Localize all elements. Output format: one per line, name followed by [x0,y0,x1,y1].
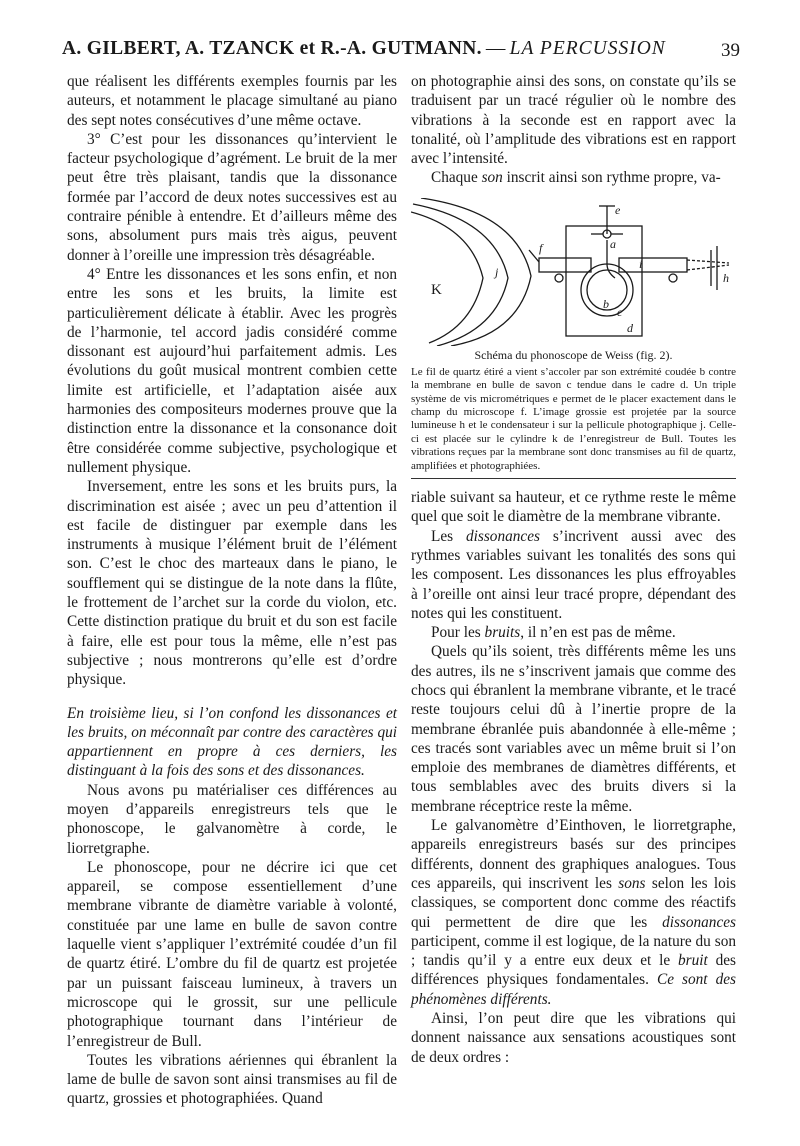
page-number: 39 [721,40,740,61]
light-beam-top [687,260,729,263]
film-arc-outer [411,212,483,343]
header-authors: A. GILBERT, A. TZANCK et R.-A. GUTMANN. [62,38,482,59]
paragraph: on photographie ainsi des sons, on constate qu’ils se traduisent par un tracé régulier où le nombre des vibrations à la seconde est en rapport avec la tonalité, où l’amplitude des vibrations est en rapport avec l’intensité. [411,73,736,168]
label-f: f [539,240,543,255]
membrane-frame [566,226,642,336]
running-title [62,38,666,60]
lens-right [669,274,677,282]
film-arc-middle [413,204,508,346]
microscope-tube [539,258,591,272]
left-column [67,72,397,1109]
italic-paragraph: En troisième lieu, si l’on confond les dissonances et les bruits, on méconnaît par contre des caractères qui appartiennent en propre à ces derniers, les distinguant à la fois des sons et des dissonances. [67,704,397,780]
paragraph: Le galvanomètre d’Einthoven, le liorretgraphe, appareils enregistreurs basés sur des principes différents, donnent des graphiques analogues. Tous ces appareils, qui inscrivent les sons selon les lois classiques, se comportent donc comme des réactifs qui permettent de dire que les dissonances participent, comme il est logique, de la nature du son ; tandis qu’il y a entre eux deux et le bruit des différences physiques fondamentales. Ce sont des phénomènes différents. [411,817,736,1008]
running-header [62,38,742,66]
figure-legend: Le fil de quartz étiré a vient s’accoler par son extrémité coudée b contre la membrane en bulle de savon c tendue dans le cadre d. Un triple système de vis micrométriques e permet de le placer exactement dans le champ du microscope f. L’image grossie est projetée par la source lumineuse h et le condensateur i sur la pellicule photographique j. Celle-ci est placée sur le cylindre k de l’enregistreur de Bull. Toutes les vibrations reçues par la membrane sont donc transmises au fil de quartz, amplifiées et photographiées. [411,366,736,479]
header-separator: — [485,38,506,59]
label-a: a [610,236,616,251]
phonoscope-diagram [411,198,736,346]
paragraph: 3° C’est pour les dissonances qu’intervient le facteur psychologique d’agrément. Le bruit de la mer peut être très plaisant, tandis que la dissonance formée par l’accord de deux notes successives est au contraire pénible à entendre. Et d’ailleurs même des sons, absolument purs mais très aigus, peuvent donner à l’oreille une impression très désagréable. [67,130,397,264]
paragraph: Le phonoscope, pour ne décrire ici que cet appareil, se compose essentiellement d’une membrane vibrante de diamètre variable à volonté, constituée par une lame en bulle de savon contre laquelle vient s’appliquer l’extrémité coudée d’un fil de quartz étiré. L’ombre du fil de quartz est projetée par un puissant faisceau lumineux, à travers un microscope qui le grossit, sur une pellicule photographique tournant dans l’intérieur de l’enregistreur de Bull. [67,858,397,1050]
label-h: h [723,270,729,285]
paragraph: Les dissonances s’incrivent aussi avec des rythmes variables suivant les tonalités des sons qui les composent. Les dissonances les plus effroyables à l’oreille ont ainsi leur tracé propre, dépendant des notes qui les constituent. [411,527,736,622]
paragraph: riable suivant sa hauteur, et ce rythme reste le même quel que soit le diamètre de la membrane vibrante. [411,489,736,526]
header-running-title: LA PERCUSSION [509,38,666,59]
label-c: c [617,304,623,319]
paragraph: Pour les bruits, il n’en est pas de même. [431,624,676,642]
paragraph: 4° Entre les dissonances et les sons enfin, et non entre les sons et les bruits, la limite est particulièrement délicate à établir. Avec les progrès de l’harmonie, tel accord jadis considéré comme dissonant est aujourd’hui parfaitement admis. Les évolutions du goût musical montrent combien cette limite est artificielle, et l’adaptation aisée aux harmonies des compositeurs modernes prouve que la distinction entre la dissonance et la consonance doit être considérée comme subjective, psychologique et nullement physique. [67,265,397,476]
paragraph: Quels qu’ils soient, très différents même les uns des autres, ils ne s’inscrivent jamais que comme des chocs qui ébranlent la membrane vibrante, et le tracé reste toujours celui dû à l’inertie propre de la membrane ébranlée puis abandonnée à elle-même ; ces tracés sont variables avec un même bruit si l’on emploie des membranes de diamètres différents, et tous semblables avec des bruits divers si la membrane réceptrice reste la même. [411,643,736,815]
light-beam-bottom [687,265,729,270]
paragraph: Nous avons pu matérialiser ces différences au moyen d’appareils enregistreurs tels que le phonoscope, le galvanomètre à corde, le liorretgraphe. [67,781,397,857]
film-arc-inner [421,198,531,346]
paragraph: Toutes les vibrations aériennes qui ébranlent la lame de bulle de savon sont ainsi transmises au fil de quartz, grossies et photographiées. Quand [67,1051,397,1108]
label-b: b [603,296,609,311]
phonoscope-figure [411,198,736,479]
paragraph: que réalisent les différents exemples fournis par les auteurs, et notamment le placage simultané au piano des sept notes consécutives d’une même octave. [67,73,397,129]
label-j: j [495,264,499,279]
paragraph: Chaque son inscrit ainsi son rythme propre, va- [431,169,721,187]
lens-left [555,274,563,282]
label-i: i [639,256,643,271]
paragraph: Inversement, entre les sons et les bruits purs, la discrimination est aisée ; avec un peu d’attention il est facile de distinguer par exemple dans les instruments à musique l’élément bruit de l’élément son. C’est le choc des marteaux dans le piano, le soufflement qui se distingue de la note dans la flûte, le frottement de l’archet sur la corde du violon, etc. Cette distinction pratique du bruit et du son est facile à faire, elle est pour tous la même, elle n’est pas subjective ; nous montrerons qu’elle est d’ordre physique. [67,478,397,689]
right-column [411,72,736,1067]
figure-caption: Schéma du phonoscope de Weiss (fig. 2). [474,347,673,362]
paragraph: Ainsi, l’on peut dire que les vibrations qui donnent naissance aux sensations acoustiques sont de deux ordres : [411,1010,736,1066]
condenser-tube [619,258,687,272]
label-e: e [615,202,621,217]
label-k: K [431,281,442,298]
label-d: d [627,320,633,335]
